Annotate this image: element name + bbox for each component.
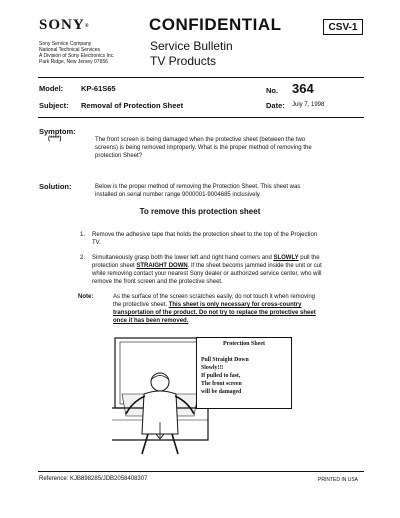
bulletin-code-box: CSV-1 <box>323 19 363 35</box>
note-emphasis: This sheet is only necessary for cross-country <box>168 302 302 308</box>
date-value: July 7, 1998 <box>292 102 325 108</box>
date-label: Date: <box>266 101 285 110</box>
text-run: the protective sheet. <box>113 302 169 308</box>
symptom-text <box>95 136 312 160</box>
bulletin-type <box>150 39 233 69</box>
symptom-label: Symptom: <box>39 127 76 136</box>
text-line: while removing contact your nearest Sony dealer or authorized service center, who will <box>92 271 322 277</box>
confidential-title: CONFIDENTIAL <box>149 15 282 34</box>
text-line <box>92 262 322 270</box>
solution-label: Solution: <box>39 182 72 191</box>
note-emphasis: transportation of the product. Do not try to replace the protective sheet <box>113 310 316 316</box>
step-number: 1. <box>80 232 86 238</box>
text-line: Remove the adhesive tape that holds the protection sheet to the top of the Projection <box>92 232 318 238</box>
text-line: The front screen <box>201 381 242 387</box>
registered-mark: ® <box>84 24 89 29</box>
header-divider <box>38 77 364 78</box>
company-line: National Technical Services <box>39 47 101 53</box>
company-address <box>39 41 115 65</box>
text-line: screens) is being removed improperly. What is the proper method of removing the <box>95 145 312 151</box>
note-emphasis: once it has been removed. <box>113 318 189 324</box>
text-run: protection sheet <box>92 263 137 269</box>
bulletin-number: 364 <box>292 81 314 96</box>
text-line: Pull Straight Down <box>201 357 249 363</box>
step-number: 2. <box>80 255 86 261</box>
step-1-text <box>92 231 317 247</box>
meta-divider <box>38 117 364 118</box>
text-line: If pulled to fast, <box>201 373 241 379</box>
text-line: As the surface of the screen scratches easily, do not touch it when removing <box>113 294 315 300</box>
step-2-text <box>92 254 322 286</box>
logo-text: SONY <box>39 17 85 33</box>
note-label: Note: <box>78 294 94 300</box>
printed-in-usa: PRINTED IN USA <box>318 477 359 483</box>
sony-logo <box>39 17 88 34</box>
bulletin-line: Service Bulletin <box>150 39 233 53</box>
solution-text <box>95 183 300 199</box>
callout-text <box>201 356 249 396</box>
callout-box <box>196 337 292 409</box>
note-text <box>113 293 316 325</box>
text-run: . If the sheet becoms jammed inside the unit or cut <box>187 263 322 269</box>
text-run: Simultaneously grasp both the lower left and right hand corners and <box>92 255 274 261</box>
company-line: Sony Service Company <box>39 41 92 47</box>
subject-value: Removal of Protection Sheet <box>81 101 184 110</box>
company-line: Park Ridge, New Jersey 07656 <box>39 59 108 65</box>
footer-divider <box>38 471 364 472</box>
text-line: installed on serial number range 9000001-9004685 inclusively <box>95 192 260 198</box>
emphasis-slowly: SLOWLY <box>273 255 299 261</box>
symptom-code: (****) <box>48 136 62 142</box>
text-line: Below is the proper method of removing the Protection Sheet. This sheet was <box>95 184 301 190</box>
bulletin-number-label: No. <box>266 86 279 95</box>
reference-text: Reference: KJB898285/JDB2058408307 <box>39 476 148 482</box>
model-value: KP-61S65 <box>81 84 116 93</box>
bulletin-line: TV Products <box>150 54 217 68</box>
callout-title: Protection Sheet <box>222 341 266 347</box>
model-label: Model: <box>39 84 64 93</box>
text-line: The front screen is being damaged when the protective sheet (between the two <box>95 137 306 143</box>
emphasis-straight-down: STRAIGHT DOWN <box>136 263 188 269</box>
procedure-heading: To remove this protection sheet <box>139 207 261 216</box>
text-line: Slowly!!! <box>201 365 224 371</box>
text-line <box>92 254 322 262</box>
company-line: A Division of Sony Electronics Inc. <box>39 53 115 59</box>
text-line: protection Sheet? <box>95 153 143 159</box>
text-line: TV. <box>92 240 101 246</box>
text-line <box>113 301 316 309</box>
subject-label: Subject: <box>39 101 69 110</box>
text-line: will be damaged <box>201 389 242 395</box>
text-line: remove the front screen and the protective sheet. <box>92 279 223 285</box>
text-run: pull the <box>298 255 320 261</box>
